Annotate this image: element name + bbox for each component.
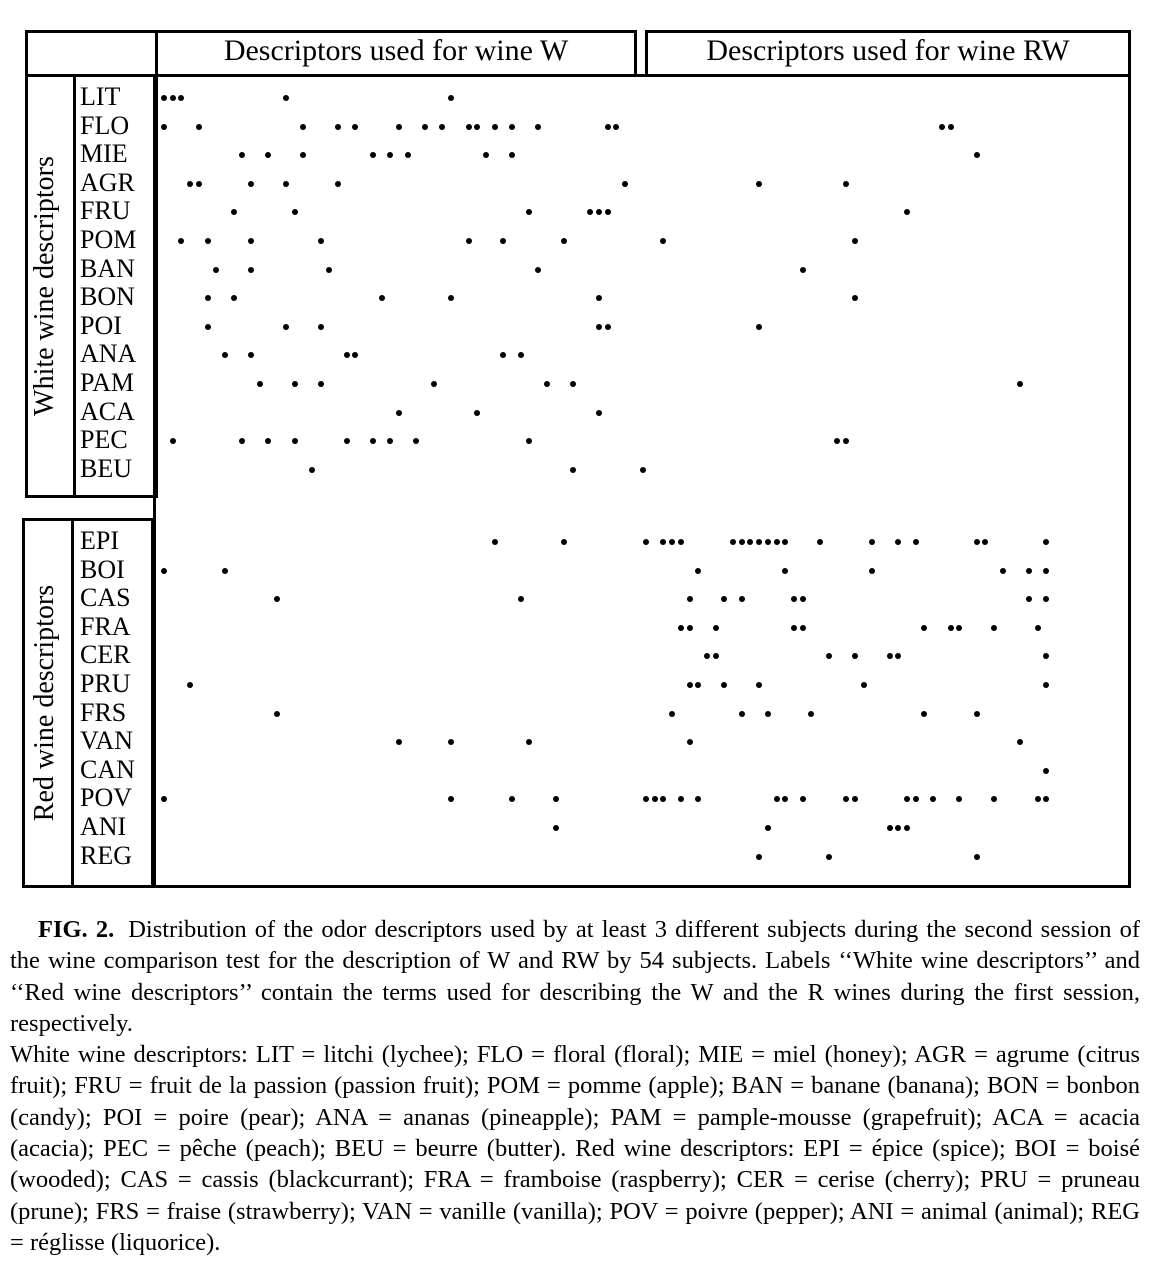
- dot-flo-w-31: [422, 124, 428, 130]
- column-header-rw: Descriptors used for wine RW: [706, 34, 1070, 67]
- dot-pam-w-12: [257, 381, 263, 387]
- dot-cas-w-42: [518, 596, 524, 602]
- dot-pam-w-16: [292, 381, 298, 387]
- dot-pom-w-6: [205, 238, 211, 244]
- dot-agr-w-54: [622, 181, 628, 187]
- red-wine-group-label: Red wine descriptors: [29, 584, 60, 822]
- dot-mie-w-29: [405, 152, 411, 158]
- dot-pru-rw-26: [861, 682, 867, 688]
- dot-flo-w-1: [161, 124, 167, 130]
- dot-pec-w-2: [170, 438, 176, 444]
- row-label-reg: REG: [80, 840, 132, 870]
- row-label-pam: PAM: [80, 368, 134, 397]
- dot-fra-rw-5: [678, 625, 684, 631]
- dot-epi-rw-16: [774, 539, 780, 545]
- row-label-van: VAN: [80, 726, 133, 756]
- dot-flo-w-41: [509, 124, 515, 130]
- row-label-can: CAN: [80, 754, 135, 784]
- dot-pam-w-48: [570, 381, 576, 387]
- dot-lit-w-1: [161, 95, 167, 101]
- dot-aca-w-37: [474, 410, 480, 416]
- dot-ani-rw-29: [887, 825, 893, 831]
- dot-pam-w-45: [544, 381, 550, 387]
- row-label-pru: PRU: [80, 669, 131, 698]
- dot-ban-w-11: [248, 267, 254, 273]
- dot-reg-rw-39: [974, 854, 980, 860]
- dot-flo-w-52: [605, 124, 611, 130]
- dot-van-rw-6: [687, 739, 693, 745]
- dot-agr-rw-14: [756, 181, 762, 187]
- dot-pru-rw-6: [687, 682, 693, 688]
- dot-pam-w-19: [318, 381, 324, 387]
- dot-ban-w-20: [326, 267, 332, 273]
- dot-poi-w-52: [605, 324, 611, 330]
- dot-epi-rw-21: [817, 539, 823, 545]
- dot-boi-rw-42: [1000, 568, 1006, 574]
- dot-fra-rw-36: [948, 625, 954, 631]
- row-label-flo: FLO: [80, 110, 130, 140]
- dot-flo-rw-36: [948, 124, 954, 130]
- caption-text: Distribution of the odor descriptors used by at least 3 different subjects during the second session of the wine comparison test for the description of W and RW by 54 subjects. Labels ‘‘White wine descriptors’’ and ‘‘Red wine descriptors’’ contain the terms used for describing the W and the R wines during the first session, respectively.: [10, 916, 1140, 1037]
- dot-bon-w-26: [379, 295, 385, 301]
- dot-frs-rw-4: [669, 711, 675, 717]
- caption-paragraph: [10, 914, 1140, 1039]
- dot-boi-rw-47: [1043, 568, 1049, 574]
- dot-flo-w-17: [300, 124, 306, 130]
- dot-fra-rw-19: [800, 625, 806, 631]
- dot-bon-rw-25: [852, 295, 858, 301]
- dot-boi-w-1: [161, 568, 167, 574]
- dot-fra-rw-6: [687, 625, 693, 631]
- dot-lit-w-2: [170, 95, 176, 101]
- row-label-pom: POM: [80, 225, 137, 254]
- dot-frs-rw-20: [808, 711, 814, 717]
- dot-cas-rw-45: [1026, 596, 1032, 602]
- dot-ban-w-7: [213, 267, 219, 273]
- header-corner-box: [25, 30, 158, 77]
- row-label-agr: AGR: [80, 167, 135, 197]
- dot-pom-w-11: [248, 238, 254, 244]
- dot-agr-rw-24: [843, 181, 849, 187]
- row-label-aca: ACA: [80, 396, 135, 426]
- dot-beu-w-56: [640, 467, 646, 473]
- dot-pam-w-32: [431, 381, 437, 387]
- dot-boi-rw-27: [869, 568, 875, 574]
- dot-flo-w-21: [335, 124, 341, 130]
- dot-epi-rw-1: [643, 539, 649, 545]
- row-label-poi: POI: [80, 310, 122, 340]
- dot-epi-w-39: [492, 539, 498, 545]
- row-label-pec: PEC: [80, 425, 128, 455]
- dot-pom-w-19: [318, 238, 324, 244]
- dot-pom-w-36: [466, 238, 472, 244]
- dot-ban-w-44: [535, 267, 541, 273]
- plot-area: [153, 74, 1131, 888]
- dot-mie-rw-39: [974, 152, 980, 158]
- dot-poi-w-51: [596, 324, 602, 330]
- dot-fra-rw-41: [991, 625, 997, 631]
- row-label-bon: BON: [80, 282, 135, 312]
- dot-agr-w-21: [335, 181, 341, 187]
- row-label-boi: BOI: [80, 554, 125, 584]
- row-label-ban: BAN: [80, 253, 135, 283]
- dot-cas-rw-12: [739, 596, 745, 602]
- row-label-cer: CER: [80, 640, 131, 670]
- row-label-lit: LIT: [80, 82, 121, 111]
- dot-fra-rw-18: [791, 625, 797, 631]
- row-label-frs: FRS: [80, 697, 127, 727]
- row-label-pov: POV: [80, 783, 133, 813]
- dot-flo-w-5: [196, 124, 202, 130]
- dot-agr-w-4: [187, 181, 193, 187]
- dot-epi-rw-11: [730, 539, 736, 545]
- dot-cas-rw-6: [687, 596, 693, 602]
- dot-flo-w-39: [492, 124, 498, 130]
- row-label-cas: CAS: [80, 583, 131, 613]
- dot-mie-w-25: [370, 152, 376, 158]
- dot-pov-w-46: [553, 796, 559, 802]
- dot-pec-w-25: [370, 438, 376, 444]
- dot-boi-w-8: [222, 568, 228, 574]
- dot-beu-w-18: [309, 467, 315, 473]
- dot-pom-rw-25: [852, 238, 858, 244]
- dot-poi-w-15: [283, 324, 289, 330]
- dot-epi-rw-32: [913, 539, 919, 545]
- dot-agr-w-11: [248, 181, 254, 187]
- dot-poi-w-19: [318, 324, 324, 330]
- dot-ban-rw-19: [800, 267, 806, 273]
- dot-frs-rw-12: [739, 711, 745, 717]
- dot-bon-w-6: [205, 295, 211, 301]
- dot-aca-w-51: [596, 410, 602, 416]
- dot-pov-rw-46: [1035, 796, 1041, 802]
- dot-frs-w-14: [274, 711, 280, 717]
- row-label-ana: ANA: [80, 339, 137, 369]
- dot-boi-rw-45: [1026, 568, 1032, 574]
- figure-number: FIG. 2.: [38, 916, 115, 943]
- dot-flo-w-44: [535, 124, 541, 130]
- row-label-epi: EPI: [80, 526, 119, 555]
- dot-flo-w-37: [474, 124, 480, 130]
- dot-ani-rw-31: [904, 825, 910, 831]
- dot-poi-rw-14: [756, 324, 762, 330]
- dot-flo-w-28: [396, 124, 402, 130]
- dot-beu-w-48: [570, 467, 576, 473]
- row-label-beu: BEU: [80, 453, 132, 483]
- dot-pec-w-16: [292, 438, 298, 444]
- dot-boi-rw-7: [695, 568, 701, 574]
- dot-ani-w-46: [553, 825, 559, 831]
- dot-fra-rw-46: [1035, 625, 1041, 631]
- dot-epi-rw-12: [739, 539, 745, 545]
- dot-cas-rw-19: [800, 596, 806, 602]
- dot-epi-rw-15: [765, 539, 771, 545]
- dot-agr-w-5: [196, 181, 202, 187]
- dot-epi-rw-39: [974, 539, 980, 545]
- white-wine-group-label: White wine descriptors: [29, 156, 60, 416]
- row-label-ani: ANI: [80, 812, 127, 841]
- dot-flo-w-36: [466, 124, 472, 130]
- dot-aca-w-28: [396, 410, 402, 416]
- dot-reg-rw-14: [756, 854, 762, 860]
- caption-legend: White wine descriptors: LIT = litchi (lychee); FLO = floral (floral); MIE = miel (honey); AGR = agrume (citrus fruit); FRU = fruit de la passion (passion fruit); POM = pomme (apple); BAN = banane (banana); BON = bonbon (candy); POI = poire (pear); ANA = ananas (pineapple); PAM = pample-mousse (grapefruit); ACA = acacia (acacia); PEC = pêche (peach); BEU = beurre (butter). Red wine descriptors: EPI = épice (spice); BOI = boisé (wooded); CAS = cassis (blackcurrant); FRA = framboise (raspberry); CER = cerise (cherry); PRU = pruneau (prune); FRS = fraise (strawberry); VAN = vanille (vanilla); POV = poivre (pepper); ANI = animal (animal); REG = réglisse (liquorice).: [10, 1041, 1140, 1256]
- dot-epi-rw-5: [678, 539, 684, 545]
- dot-reg-rw-22: [826, 854, 832, 860]
- column-header-w: Descriptors used for wine W: [223, 34, 569, 67]
- dot-ani-rw-15: [765, 825, 771, 831]
- dot-pec-w-22: [344, 438, 350, 444]
- row-label-fru: FRU: [80, 196, 131, 226]
- dot-fra-rw-9: [713, 625, 719, 631]
- dot-pov-rw-16: [774, 796, 780, 802]
- dot-poi-w-6: [205, 324, 211, 330]
- dot-boi-rw-17: [782, 568, 788, 574]
- dot-agr-w-15: [283, 181, 289, 187]
- dot-flo-rw-35: [939, 124, 945, 130]
- dot-fru-w-16: [292, 209, 298, 215]
- dot-frs-rw-39: [974, 711, 980, 717]
- dot-lit-w-15: [283, 95, 289, 101]
- dot-fra-rw-37: [956, 625, 962, 631]
- figure-caption: [10, 914, 1140, 1258]
- row-label-mie: MIE: [80, 139, 128, 169]
- dot-can-rw-47: [1043, 768, 1049, 774]
- dot-frs-rw-15: [765, 711, 771, 717]
- dot-bon-w-9: [231, 295, 237, 301]
- row-label-fra: FRA: [80, 611, 131, 641]
